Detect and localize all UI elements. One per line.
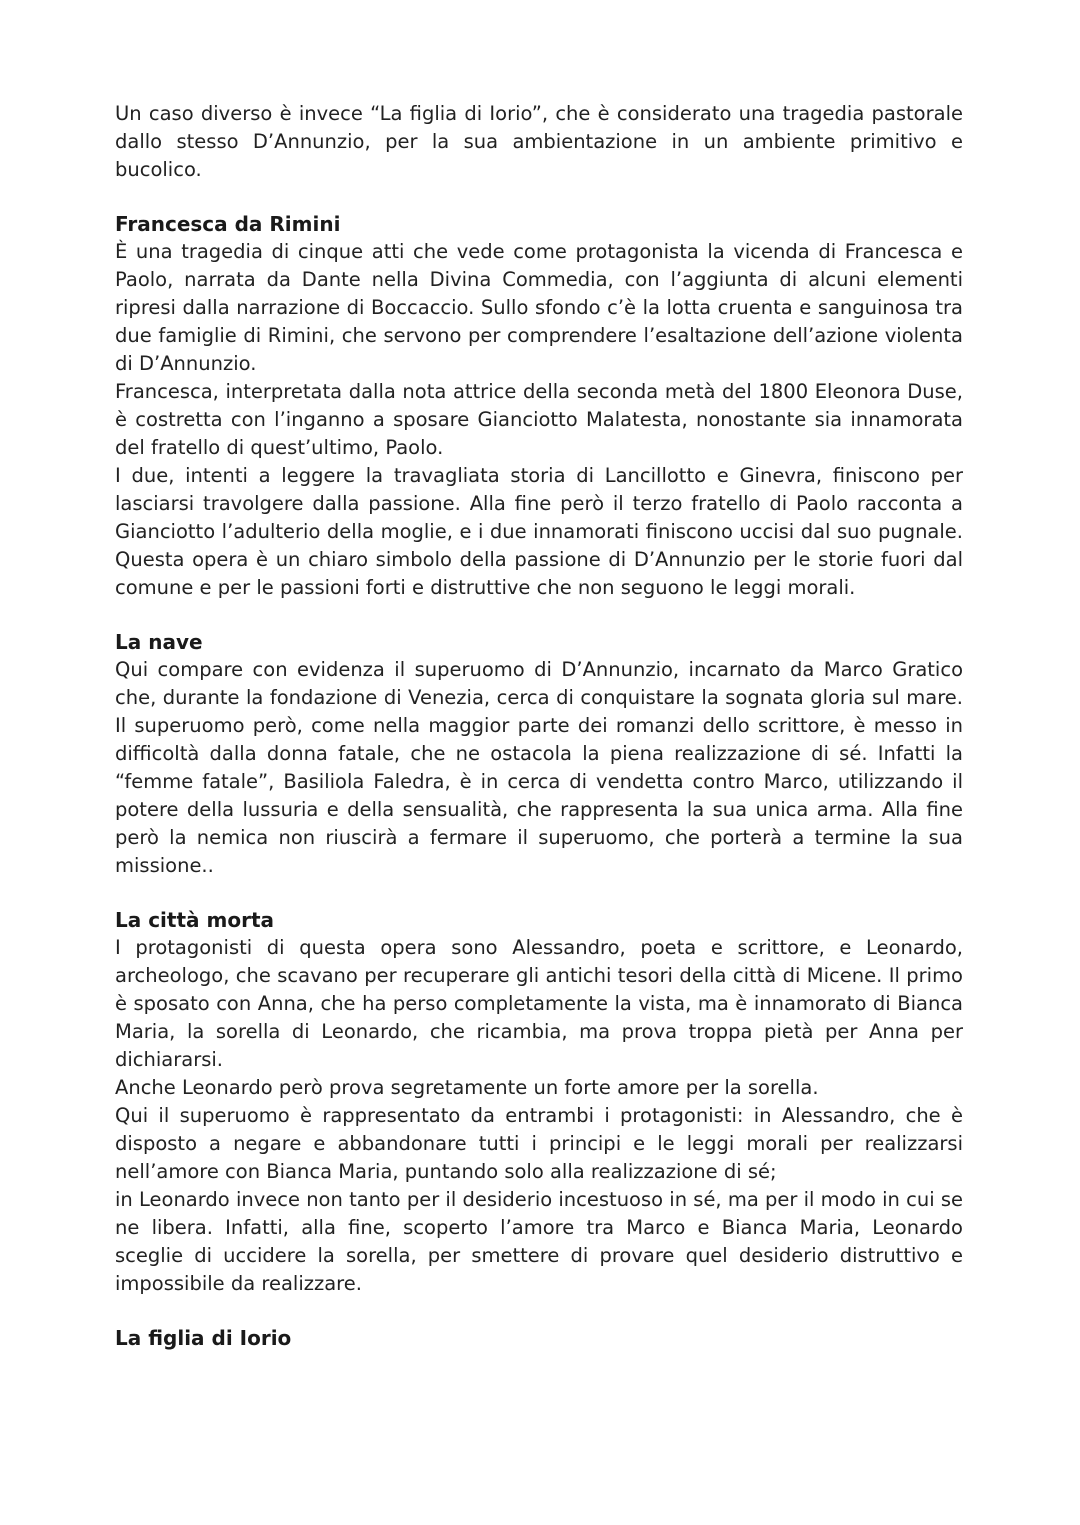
paragraph: I protagonisti di questa opera sono Alessandro, poeta e scrittore, e Leonardo, archeologo, che scavano per recuperare gli antichi tesori della città di Micene. Il primo è sposato con Anna, che ha perso completamente la vista, ma è innamorato di Bianca Maria, la sorella di Leonardo, che ricambia, ma prova troppa pietà per Anna per dichiararsi. (115, 936, 963, 1071)
intro-paragraph: Un caso diverso è invece “La figlia di Iorio”, che è considerato una tragedia pastorale dallo stesso D’Annunzio, per la sua ambientazione in un ambiente primitivo e bucolico. (115, 102, 963, 181)
section-la-citta-morta (115, 906, 963, 1298)
paragraph: I due, intenti a leggere la travagliata storia di Lancillotto e Ginevra, finiscono per lasciarsi travolgere dalla passione. Alla fine però il terzo fratello di Paolo racconta a Gianciotto l’adulterio della moglie, e i due innamorati finiscono uccisi dal suo pugnale. Questa opera è un chiaro simbolo della passione di D’Annunzio per le storie fuori dal comune e per le passioni forti e distruttive che non seguono le leggi morali. (115, 464, 963, 599)
paragraph: Qui compare con evidenza il superuomo di D’Annunzio, incarnato da Marco Gratico che, durante la fondazione di Venezia, cerca di conquistare la sognata gloria sul mare. Il superuomo però, come nella maggior parte dei romanzi dello scrittore, è messo in difficoltà dalla donna fatale, che ne ostacola la piena realizzazione di sé. Infatti la “femme fatale”, Basiliola Faledra, è in cerca di vendetta contro Marco, utilizzando il potere della lussuria e della sensualità, che rappresenta la sua unica arma. Alla fine però la nemica non riuscirà a fermare il superuomo, che porterà a termine la sua missione.. (115, 658, 963, 877)
section-title: Francesca da Rimini (115, 212, 341, 236)
paragraph: in Leonardo invece non tanto per il desiderio incestuoso in sé, ma per il modo in cui se ne libera. Infatti, alla fine, scoperto l’amore tra Marco e Bianca Maria, Leonardo sceglie di uccidere la sorella, per smettere di provare quel desiderio distruttivo e impossibile da realizzare. (115, 1188, 963, 1295)
section-title: La nave (115, 630, 203, 654)
section-francesca-da-rimini (115, 210, 963, 602)
document-page (115, 100, 963, 1352)
section-la-nave (115, 628, 963, 880)
section-title-la-figlia-di-iorio: La figlia di Iorio (115, 1326, 292, 1350)
section-title: La città morta (115, 908, 274, 932)
paragraph: Francesca, interpretata dalla nota attrice della seconda metà del 1800 Eleonora Duse, è costretta con l’inganno a sposare Gianciotto Malatesta, nonostante sia innamorata del fratello di quest’ultimo, Paolo. (115, 380, 963, 459)
paragraph: Anche Leonardo però prova segretamente un forte amore per la sorella. (115, 1076, 819, 1099)
paragraph: È una tragedia di cinque atti che vede come protagonista la vicenda di Francesca e Paolo, narrata da Dante nella Divina Commedia, con l’aggiunta di alcuni elementi ripresi dalla narrazione di Boccaccio. Sullo sfondo c’è la lotta cruenta e sanguinosa tra due famiglie di Rimini, che servono per comprendere l’esaltazione dell’azione violenta di D’Annunzio. (115, 240, 963, 375)
paragraph: Qui il superuomo è rappresentato da entrambi i protagonisti: in Alessandro, che è disposto a negare e abbandonare tutti i principi e le leggi morali per realizzarsi nell’amore con Bianca Maria, puntando solo alla realizzazione di sé; (115, 1104, 963, 1183)
